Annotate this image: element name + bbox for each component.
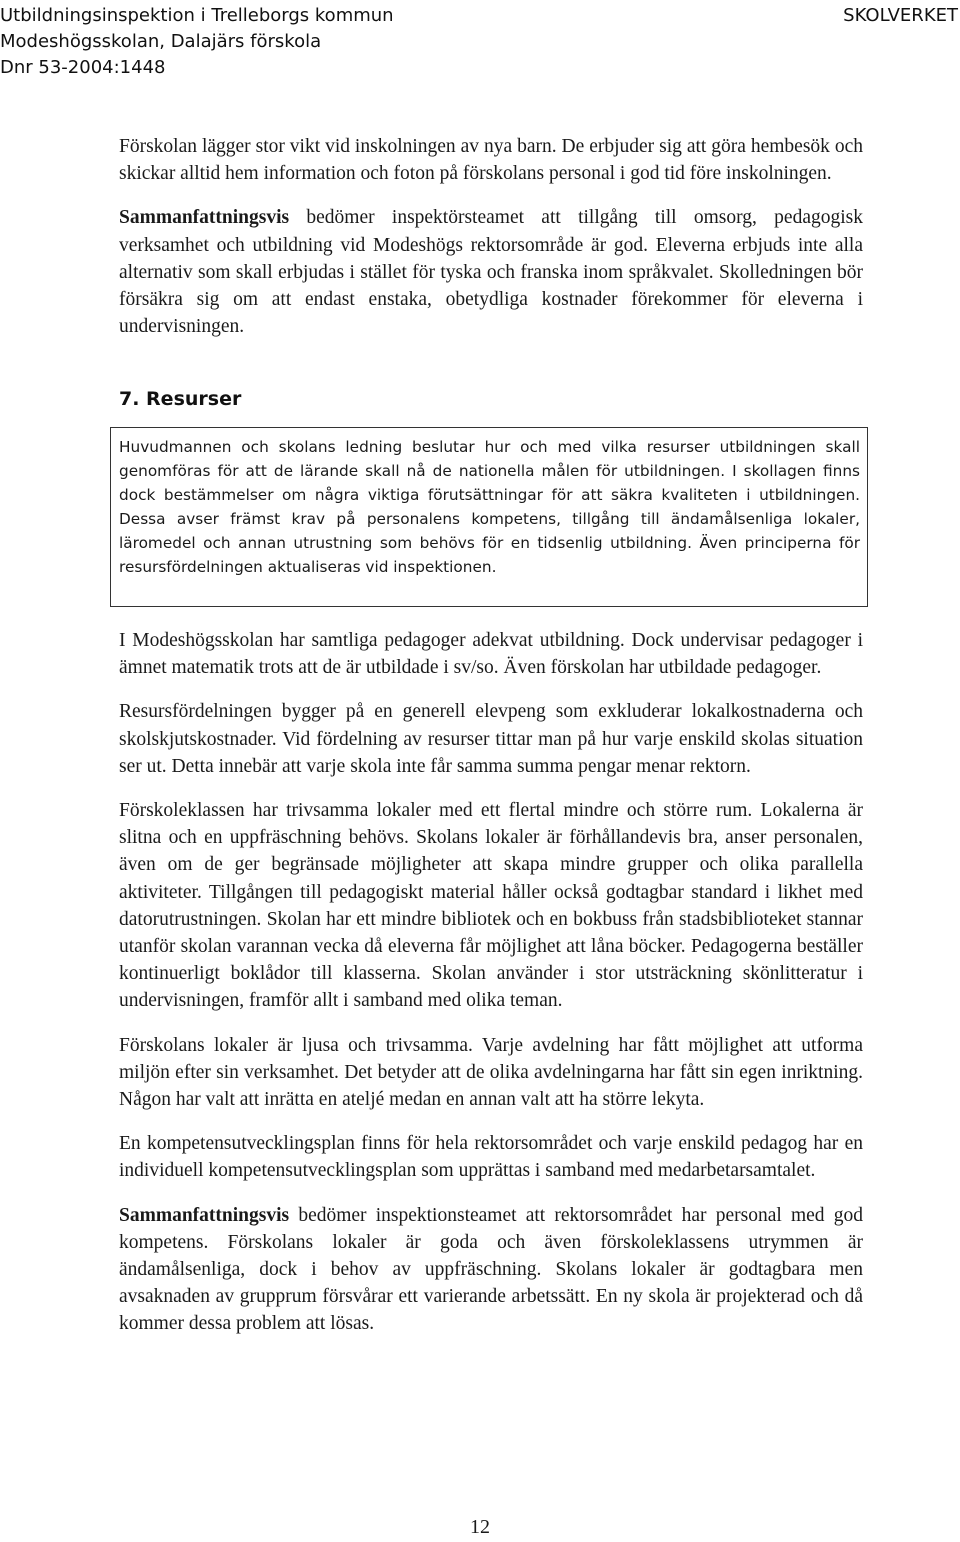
section-heading: 7. Resurser bbox=[119, 388, 242, 410]
document-header bbox=[0, 3, 394, 81]
header-school-name: Modeshögsskolan, Dalajärs förskola bbox=[0, 31, 322, 52]
page-number: 12 bbox=[470, 1516, 490, 1538]
section-info-box bbox=[110, 427, 868, 607]
body-paragraph-premises: Förskoleklassen har trivsamma lokaler med ett flertal mindre och större rum. Lokalerna är slitna och en uppfräschning behövs. Skolans lokaler är förhållandevis bra, anser personalen, även om de ger begränsade möjligheter att skapa mindre grupper och olika parallella aktiviteter. Tillgången till pedagogiskt material håller också godtagbar standard i likhet med datorutrustningen. Skolan har ett mindre bibliotek och en bokbuss från stadsbiblioteket stannar utanför skolan varannan vecka då eleverna får möjlighet att låna böcker. Pedagogerna beställer kontinuerligt boklådor till klasserna. Skolan använder i stor utsträckning skönlitteratur i undervisningen, framför allt i samband med olika teman. bbox=[119, 800, 863, 1012]
intro-paragraph: Förskolan lägger stor vikt vid inskolningen av nya barn. De erbjuder sig att göra hembesök och skickar alltid hem information och foton på förskolans personal i god tid före inskolningen. bbox=[119, 136, 863, 185]
header-inspection-title: Utbildningsinspektion i Trelleborgs kommun bbox=[0, 5, 394, 26]
header-case-number: Dnr 53-2004:1448 bbox=[0, 57, 166, 78]
summary-text: bedömer inspektionsteamet att rektorsområdet har personal med god kompetens. Förskolans lokaler är goda och även förskoleklassens utrymmen är ändamålsenliga, dock i behov av uppfräschning. Skolans lokaler är godtagbara men avsaknaden av grupprum försvårar ett varierande arbetssätt. En ny skola är projekterad och då kommer dessa problem att lösas. bbox=[119, 1204, 863, 1335]
summary-text: bedömer inspektörsteamet att tillgång till omsorg, pedagogisk verksamhet och utbildning vid Modeshögs rektorsområde är god. Eleverna erbjuds inte alla alternativ som skall erbjudas i stället för tyska och franska inom språkvalet. Skolledningen bör försäkra sig om att endast enstaka, obetydliga kostnader förekommer för eleverna i undervisningen. bbox=[119, 207, 863, 338]
body-paragraph-preschool: Förskolans lokaler är ljusa och trivsamma. Varje avdelning har fått möjlighet att utforma miljön efter sin verksamhet. Det betyder att de olika avdelningarna har fått sin egen inriktning. Någon har valt att inrätta en ateljé medan en annan valt att ha större lekyta. bbox=[119, 1034, 863, 1111]
info-box-text: Huvudmannen och skolans ledning beslutar hur och med vilka resurser utbildningen skall genomföras för att de lärande skall nå de nationella målen för utbildningen. I skollagen finns dock bestämmelser om några viktiga förutsättningar för att säkra kvaliteten i utbildningen. Dessa avser främst krav på personalens kompetens, tillgång till ändamålsenliga lokaler, läromedel och annan utrustning som behövs för en tidsenlig utbildning. Även principerna för resursfördelningen aktualiseras vid inspektionen. bbox=[119, 438, 860, 576]
summary-lead-word: Sammanfattningsvis bbox=[119, 1204, 290, 1226]
summary-lead-word: Sammanfattningsvis bbox=[119, 207, 290, 229]
body-paragraph-teachers: I Modeshögsskolan har samtliga pedagoger adekvat utbildning. Dock undervisar pedagoger i ämnet matematik trots att de är utbildade i sv/so. Även förskolan har utbildade pedagoger. bbox=[119, 630, 863, 679]
intro-summary-paragraph bbox=[119, 204, 863, 340]
resources-body bbox=[119, 627, 863, 1355]
body-summary-paragraph bbox=[119, 1202, 863, 1338]
intro-section bbox=[119, 133, 863, 357]
body-paragraph-competence: En kompetensutvecklingsplan finns för hela rektorsområdet och varje enskild pedagog har en individuell kompetensutvecklingsplan som upprättas i samband med medarbetarsamtalet. bbox=[119, 1133, 863, 1182]
header-agency-name: SKOLVERKET bbox=[843, 5, 958, 26]
body-paragraph-funding: Resursfördelningen bygger på en generell elevpeng som exkluderar lokalkostnaderna och skolskjutskostnader. Vid fördelning av resurser tittar man på hur varje enskild skolas situation ser ut. Detta innebär att varje skola inte får samma summa pengar menar rektorn. bbox=[119, 701, 863, 777]
